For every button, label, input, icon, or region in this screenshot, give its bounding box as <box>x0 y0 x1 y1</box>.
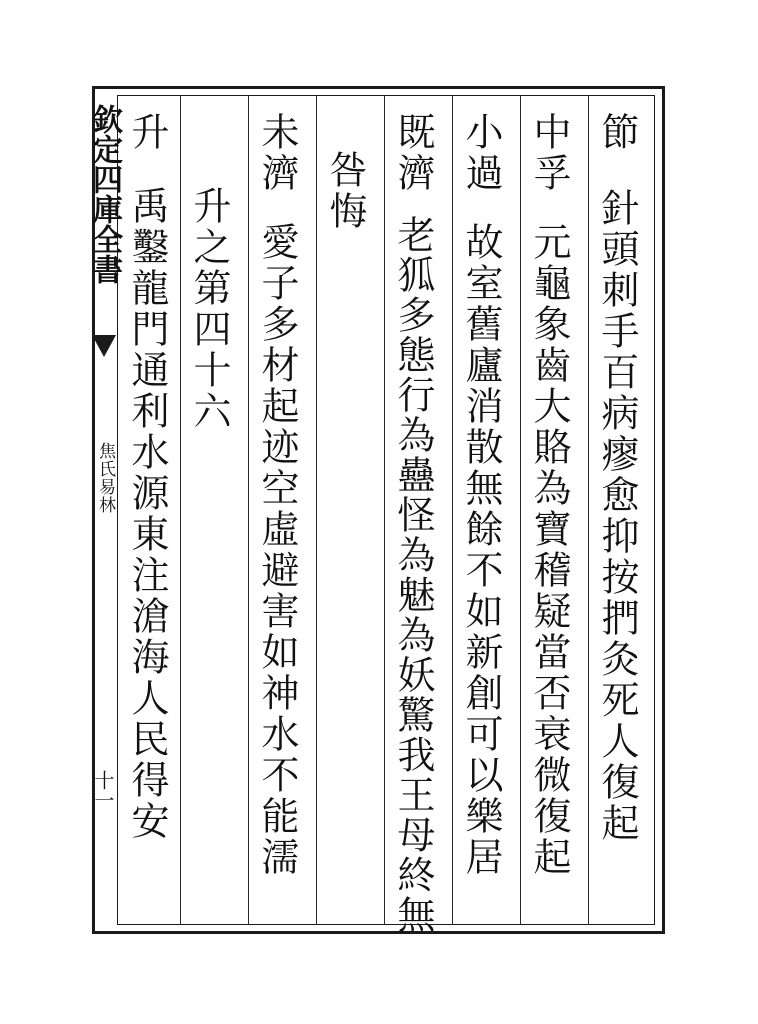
verse-text: 元龜象齒大賂為寶稽疑當否衰微復起 <box>527 222 571 878</box>
book-title: 焦氏易林 <box>95 442 115 514</box>
hexagram-heading: 節 <box>595 112 639 153</box>
verse-continuation: 咎悔 <box>323 150 367 232</box>
column-rule <box>384 95 385 925</box>
verse-text: 愛子多材起迹空虛避害如神水不能濡 <box>255 222 299 878</box>
hexagram-heading: 小過 <box>459 112 503 194</box>
hexagram-heading: 升 <box>125 112 169 153</box>
collection-title: 欽定四庫全書 <box>87 104 122 284</box>
fishtail-ornament <box>92 335 116 357</box>
hexagram-heading: 未濟 <box>255 112 299 194</box>
column-rule <box>316 95 317 925</box>
column-rule <box>588 95 589 925</box>
verse-text: 故室舊廬消散無餘不如新創可以樂居 <box>459 222 503 878</box>
hexagram-heading: 中孚 <box>527 112 571 194</box>
column-rule <box>452 95 453 925</box>
verse-text: 禹鑿龍門通利水源東注滄海人民得安 <box>125 186 169 842</box>
hexagram-heading: 既濟 <box>391 112 435 194</box>
chapter-heading: 升之第四十六 <box>187 186 231 432</box>
verse-text: 針頭刺手百病瘳愈抑按捫灸死人復起 <box>595 188 639 844</box>
column-rule <box>248 95 249 925</box>
page-number: 十一 <box>91 770 115 810</box>
column-rule <box>520 95 521 925</box>
column-rule <box>180 95 181 925</box>
verse-text: 老狐多態行為蠱怪為魅為妖驚我王母終無 <box>391 215 435 935</box>
